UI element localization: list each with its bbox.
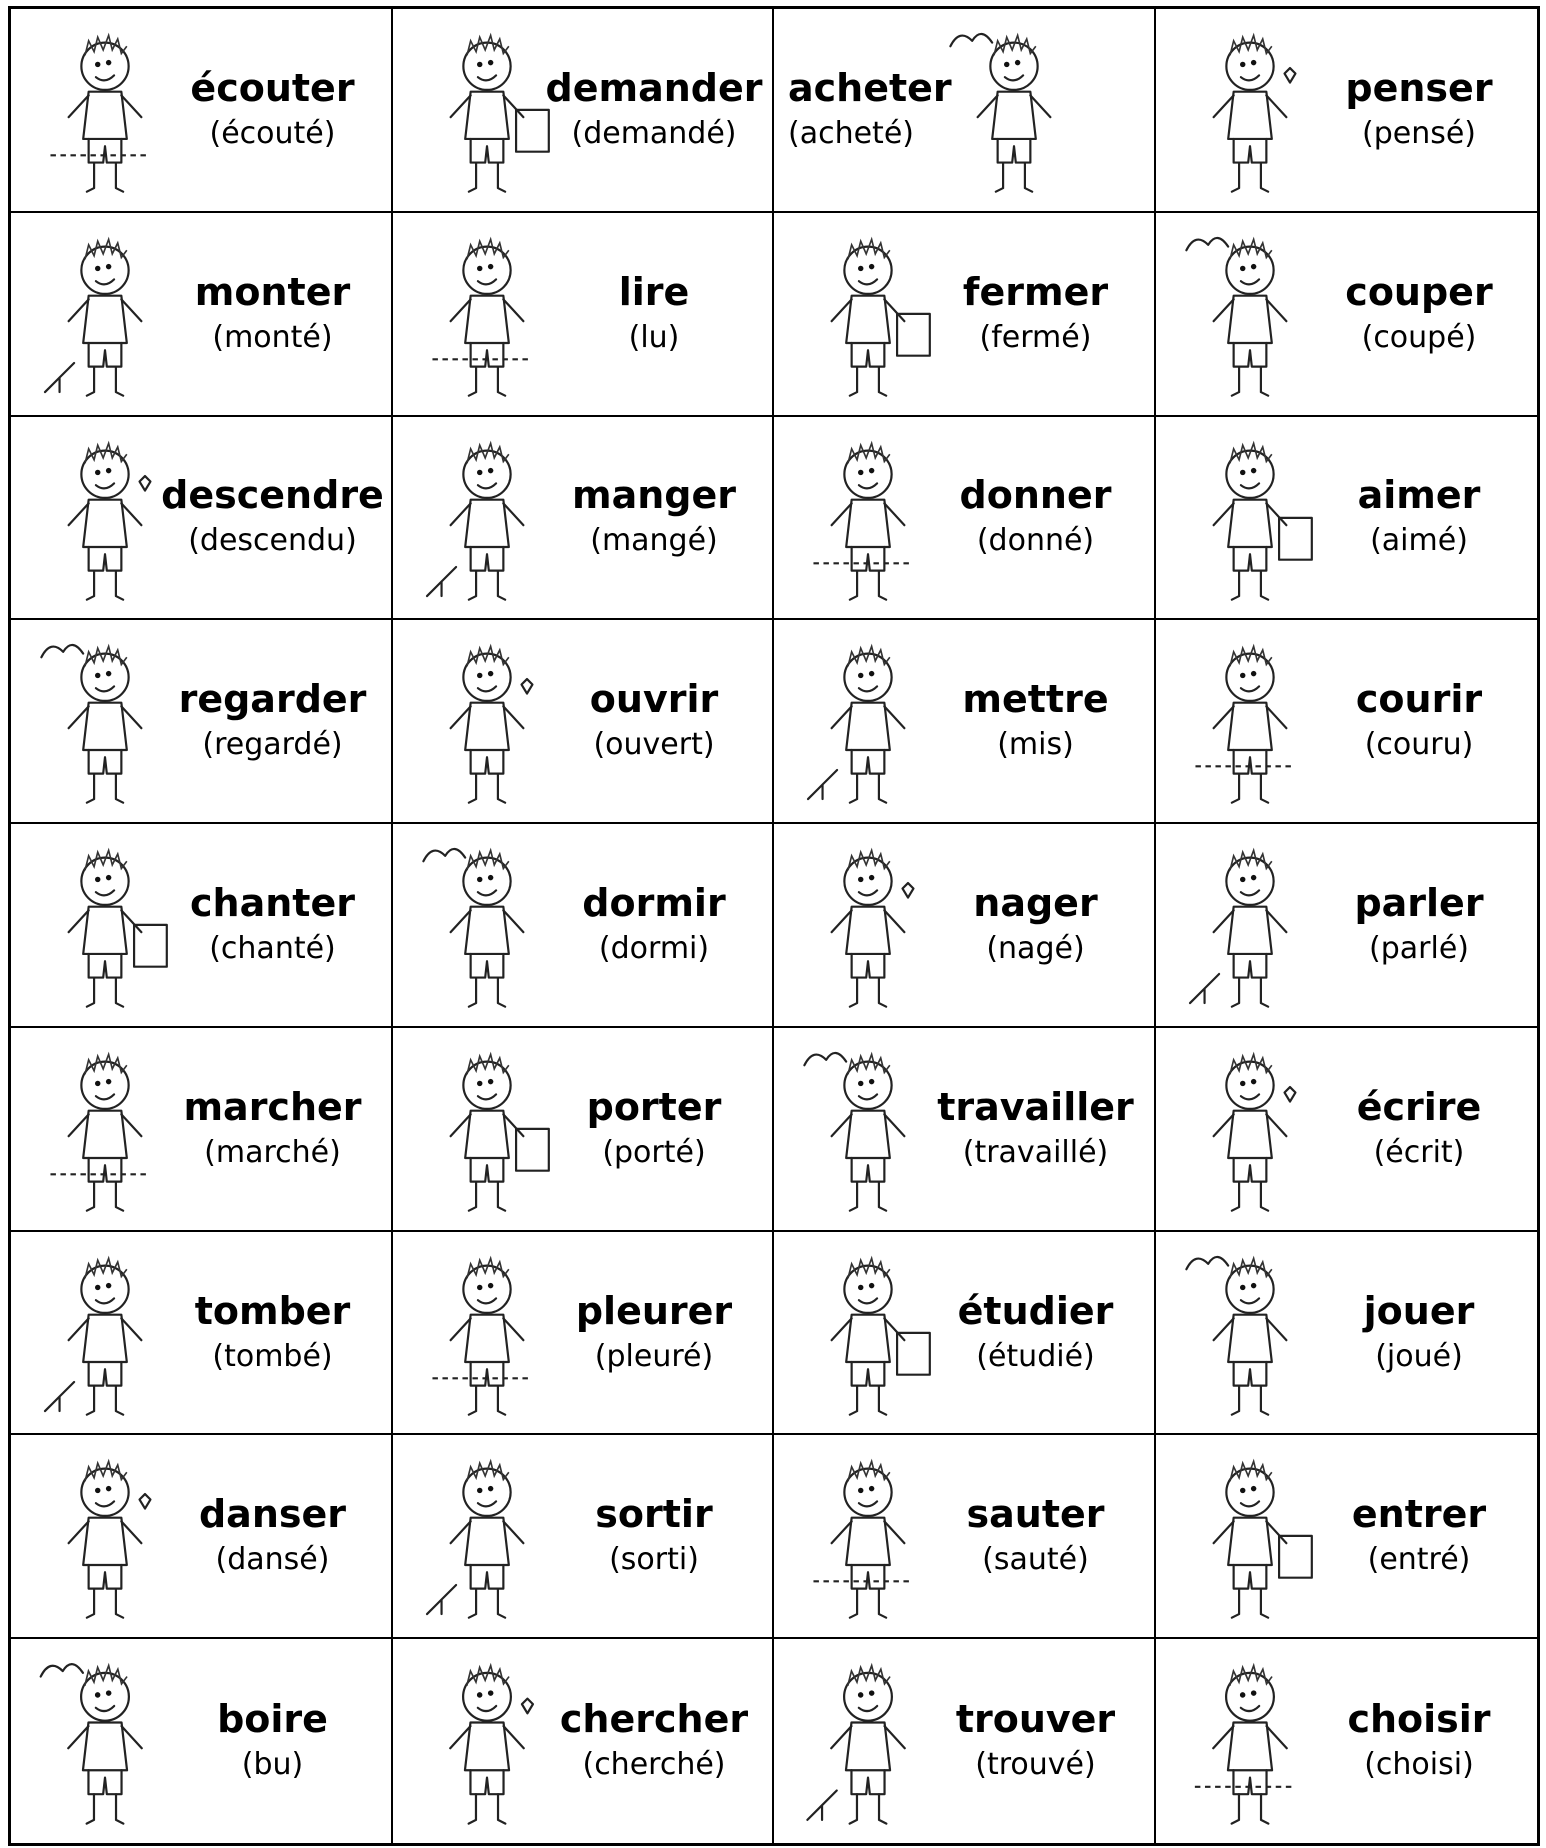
verb-past-participle: (joué): [1375, 1338, 1463, 1374]
asking-question-icon: [407, 19, 567, 201]
verb-infinitive: sortir: [595, 1492, 713, 1537]
verb-card: [774, 620, 1156, 824]
verb-card: [774, 417, 1156, 621]
going-out-door-icon-drawing: [407, 1445, 567, 1627]
verb-card: [11, 1232, 393, 1436]
verb-text: [1319, 1639, 1519, 1843]
verb-text: [788, 9, 988, 211]
closing-box-icon-drawing: [788, 223, 948, 405]
verb-past-participle: (mangé): [590, 523, 718, 559]
verb-infinitive: chercher: [559, 1697, 749, 1742]
eating-icon: [407, 427, 567, 609]
walking-icon: [25, 1038, 185, 1220]
working-wheelbarrow-icon: [788, 1038, 948, 1220]
verb-text: [554, 1639, 754, 1843]
verb-text: [936, 213, 1136, 415]
looking-magnifier-icon: [25, 630, 185, 812]
falling-icon: [25, 1242, 185, 1424]
verb-text: [1319, 1435, 1519, 1637]
verb-past-participle: (monté): [212, 319, 333, 355]
verb-card: [393, 1639, 775, 1843]
verb-text: [554, 1435, 754, 1637]
playing-blocks-icon-drawing: [1170, 1242, 1330, 1424]
singing-notes-icon: [25, 834, 185, 1016]
verb-card: [393, 9, 775, 213]
verb-card: [774, 824, 1156, 1028]
cutting-scissors-icon: [1170, 223, 1330, 405]
verb-infinitive: parler: [1354, 880, 1484, 925]
verb-past-participle: (chanté): [209, 930, 336, 966]
verb-card: [393, 417, 775, 621]
looking-magnifier-icon-drawing: [25, 630, 185, 812]
verb-text: [173, 9, 373, 211]
verb-infinitive: lire: [618, 269, 690, 314]
verb-card: [774, 9, 1156, 213]
listening-headphones-icon: [25, 19, 185, 201]
verb-past-participle: (aimé): [1370, 523, 1468, 559]
giving-gift-icon-drawing: [788, 427, 948, 609]
working-wheelbarrow-icon-drawing: [788, 1038, 948, 1220]
verb-card: [11, 620, 393, 824]
verb-card: [1156, 213, 1538, 417]
verb-card: [774, 1232, 1156, 1436]
verb-text: [554, 620, 754, 822]
verb-infinitive: sauter: [966, 1492, 1105, 1537]
dancing-notes-icon: [25, 1445, 185, 1627]
verb-infinitive: penser: [1345, 65, 1493, 110]
verb-text: [1319, 417, 1519, 619]
going-out-door-icon: [407, 1445, 567, 1627]
verb-text: [173, 1435, 373, 1637]
jumping-icon: [788, 1445, 948, 1627]
verb-infinitive: demander: [545, 65, 763, 110]
verb-text: [1319, 9, 1519, 211]
closing-box-icon: [788, 223, 948, 405]
verb-past-participle: (écrit): [1373, 1134, 1465, 1170]
giving-gift-icon: [788, 427, 948, 609]
verb-infinitive: jouer: [1363, 1288, 1475, 1333]
choosing-shapes-icon: [1170, 1649, 1330, 1833]
verb-infinitive: regarder: [178, 677, 367, 722]
verb-text: [936, 1232, 1136, 1434]
verb-card: [1156, 417, 1538, 621]
swimming-waves-icon-drawing: [788, 834, 948, 1016]
verb-card: [1156, 9, 1538, 213]
reading-book-icon-drawing: [407, 223, 567, 405]
verb-infinitive: nager: [973, 880, 1098, 925]
verb-card: [1156, 1028, 1538, 1232]
verb-infinitive: étudier: [957, 1288, 1114, 1333]
verb-card: [11, 417, 393, 621]
verb-card: [774, 1639, 1156, 1843]
verb-past-participle: (ouvert): [593, 727, 715, 763]
loving-hearts-icon-drawing: [1170, 427, 1330, 609]
entering-door-icon: [1170, 1445, 1330, 1627]
verb-card: [1156, 824, 1538, 1028]
verb-past-participle: (bu): [241, 1747, 304, 1783]
verb-past-participle: (cherché): [582, 1747, 726, 1783]
verb-text: [554, 824, 754, 1026]
finding-coin-icon-drawing: [788, 1649, 948, 1833]
verb-text: [554, 417, 754, 619]
verb-card: [11, 1435, 393, 1639]
verb-infinitive: marcher: [183, 1084, 362, 1129]
running-icon: [1170, 630, 1330, 812]
choosing-shapes-icon-drawing: [1170, 1649, 1330, 1833]
verb-text: [1319, 824, 1519, 1026]
studying-desk-icon-drawing: [788, 1242, 948, 1424]
verb-past-participle: (pleuré): [594, 1338, 714, 1374]
searching-box-icon-drawing: [407, 1649, 567, 1833]
verb-card: [774, 213, 1156, 417]
verb-infinitive: couper: [1345, 269, 1493, 314]
verb-card: [393, 824, 775, 1028]
climbing-stairs-icon-drawing: [25, 223, 185, 405]
verb-card: [11, 1639, 393, 1843]
verb-infinitive: dormir: [582, 880, 726, 925]
verb-past-participle: (couru): [1364, 727, 1474, 763]
verb-text: [173, 824, 373, 1026]
verb-text: [936, 1028, 1136, 1230]
finding-coin-icon: [788, 1649, 948, 1833]
verb-card: [1156, 1639, 1538, 1843]
verb-past-participle: (donné): [976, 523, 1095, 559]
verb-infinitive: porter: [586, 1084, 722, 1129]
verb-text: [554, 1232, 754, 1434]
verb-infinitive: choisir: [1347, 1697, 1491, 1742]
verb-infinitive: trouver: [955, 1697, 1116, 1742]
verb-infinitive: manger: [571, 473, 736, 518]
writing-abc-icon: [1170, 1038, 1330, 1220]
falling-icon-drawing: [25, 1242, 185, 1424]
drinking-icon-drawing: [25, 1649, 185, 1833]
verb-past-participle: (dormi): [598, 930, 710, 966]
verb-text: [1319, 1028, 1519, 1230]
verb-past-participle: (étudié): [976, 1338, 1095, 1374]
studying-desk-icon: [788, 1242, 948, 1424]
verb-text: [545, 9, 763, 211]
verb-card-grid: [8, 6, 1540, 1846]
verb-text: [173, 213, 373, 415]
verb-text: [936, 417, 1136, 619]
crying-icon-drawing: [407, 1242, 567, 1424]
verb-card: [1156, 1435, 1538, 1639]
verb-infinitive: ouvrir: [589, 677, 719, 722]
wearing-dress-icon: [407, 1038, 567, 1220]
verb-infinitive: pleurer: [575, 1288, 733, 1333]
verb-card: [393, 1435, 775, 1639]
verb-infinitive: descendre: [161, 473, 384, 518]
verb-card: [393, 213, 775, 417]
eating-icon-drawing: [407, 427, 567, 609]
verb-card: [393, 1232, 775, 1436]
verb-infinitive: mettre: [962, 677, 1109, 722]
running-icon-drawing: [1170, 630, 1330, 812]
verb-past-participle: (pensé): [1361, 115, 1476, 151]
verb-card: [1156, 1232, 1538, 1436]
verb-infinitive: écrire: [1356, 1084, 1482, 1129]
verb-past-participle: (porté): [602, 1134, 706, 1170]
speaking-podium-icon: [1170, 834, 1330, 1016]
verb-past-participle: (choisi): [1364, 1747, 1474, 1783]
putting-shelf-icon: [788, 630, 948, 812]
verb-text: [554, 1028, 754, 1230]
verb-infinitive: tomber: [194, 1288, 351, 1333]
verb-past-participle: (tombé): [212, 1338, 333, 1374]
walking-icon-drawing: [25, 1038, 185, 1220]
verb-past-participle: (descendu): [188, 523, 357, 559]
thinking-cloud-icon-drawing: [1170, 19, 1330, 201]
verb-text: [173, 1639, 373, 1843]
verb-past-participle: (parlé): [1369, 930, 1469, 966]
verb-past-participle: (nagé): [986, 930, 1085, 966]
verb-past-participle: (mis): [997, 727, 1074, 763]
verb-text: [173, 1028, 373, 1230]
verb-past-participle: (sorti): [609, 1542, 699, 1578]
verb-text: [554, 213, 754, 415]
entering-door-icon-drawing: [1170, 1445, 1330, 1627]
reading-book-icon: [407, 223, 567, 405]
verb-text: [173, 1232, 373, 1434]
verb-infinitive: boire: [217, 1697, 328, 1742]
dancing-notes-icon-drawing: [25, 1445, 185, 1627]
verb-text: [1319, 1232, 1519, 1434]
verb-text: [936, 1435, 1136, 1637]
verb-past-participle: (entré): [1367, 1542, 1471, 1578]
sleeping-bed-icon-drawing: [407, 834, 567, 1016]
verb-card: [774, 1028, 1156, 1232]
writing-abc-icon-drawing: [1170, 1038, 1330, 1220]
verb-card: [393, 1028, 775, 1232]
verb-infinitive: aimer: [1357, 473, 1481, 518]
verb-infinitive: courir: [1355, 677, 1483, 722]
verb-past-participle: (dansé): [215, 1542, 330, 1578]
verb-text: [936, 1639, 1136, 1843]
verb-card: [393, 620, 775, 824]
verb-past-participle: (sauté): [982, 1542, 1089, 1578]
verb-past-participle: (acheté): [788, 115, 914, 151]
opening-box-icon: [407, 630, 567, 812]
verb-past-participle: (marché): [204, 1134, 341, 1170]
speaking-podium-icon-drawing: [1170, 834, 1330, 1016]
verb-card: [11, 9, 393, 213]
verb-infinitive: entrer: [1351, 1492, 1487, 1537]
verb-infinitive: travailler: [937, 1084, 1134, 1129]
verb-infinitive: monter: [194, 269, 351, 314]
verb-past-participle: (trouvé): [975, 1747, 1096, 1783]
verb-card: [11, 213, 393, 417]
listening-headphones-icon-drawing: [25, 19, 185, 201]
drinking-icon: [25, 1649, 185, 1833]
verb-past-participle: (fermé): [979, 319, 1092, 355]
swimming-waves-icon: [788, 834, 948, 1016]
verb-infinitive: écouter: [190, 65, 355, 110]
verb-card: [774, 1435, 1156, 1639]
loving-hearts-icon: [1170, 427, 1330, 609]
cutting-scissors-icon-drawing: [1170, 223, 1330, 405]
verb-past-participle: (travaillé): [962, 1134, 1109, 1170]
asking-question-icon-drawing: [407, 19, 567, 201]
verb-infinitive: danser: [198, 1492, 347, 1537]
verb-text: [936, 824, 1136, 1026]
opening-box-icon-drawing: [407, 630, 567, 812]
verb-text: [161, 417, 384, 619]
sleeping-bed-icon: [407, 834, 567, 1016]
verb-card: [11, 824, 393, 1028]
verb-past-participle: (regardé): [202, 727, 343, 763]
jumping-icon-drawing: [788, 1445, 948, 1627]
verb-card: [1156, 620, 1538, 824]
putting-shelf-icon-drawing: [788, 630, 948, 812]
playing-blocks-icon: [1170, 1242, 1330, 1424]
verb-past-participle: (lu): [628, 319, 680, 355]
verb-infinitive: chanter: [190, 880, 355, 925]
verb-card: [11, 1028, 393, 1232]
verb-text: [936, 620, 1136, 822]
verb-past-participle: (coupé): [1361, 319, 1477, 355]
thinking-cloud-icon: [1170, 19, 1330, 201]
verb-past-participle: (écouté): [209, 115, 336, 151]
verb-infinitive: acheter: [788, 65, 952, 110]
verb-text: [173, 620, 373, 822]
searching-box-icon: [407, 1649, 567, 1833]
verb-text: [1319, 213, 1519, 415]
singing-notes-icon-drawing: [25, 834, 185, 1016]
crying-icon: [407, 1242, 567, 1424]
climbing-stairs-icon: [25, 223, 185, 405]
verb-past-participle: (demandé): [571, 115, 737, 151]
verb-text: [1319, 620, 1519, 822]
verb-infinitive: donner: [959, 473, 1112, 518]
wearing-dress-icon-drawing: [407, 1038, 567, 1220]
verb-infinitive: fermer: [962, 269, 1109, 314]
